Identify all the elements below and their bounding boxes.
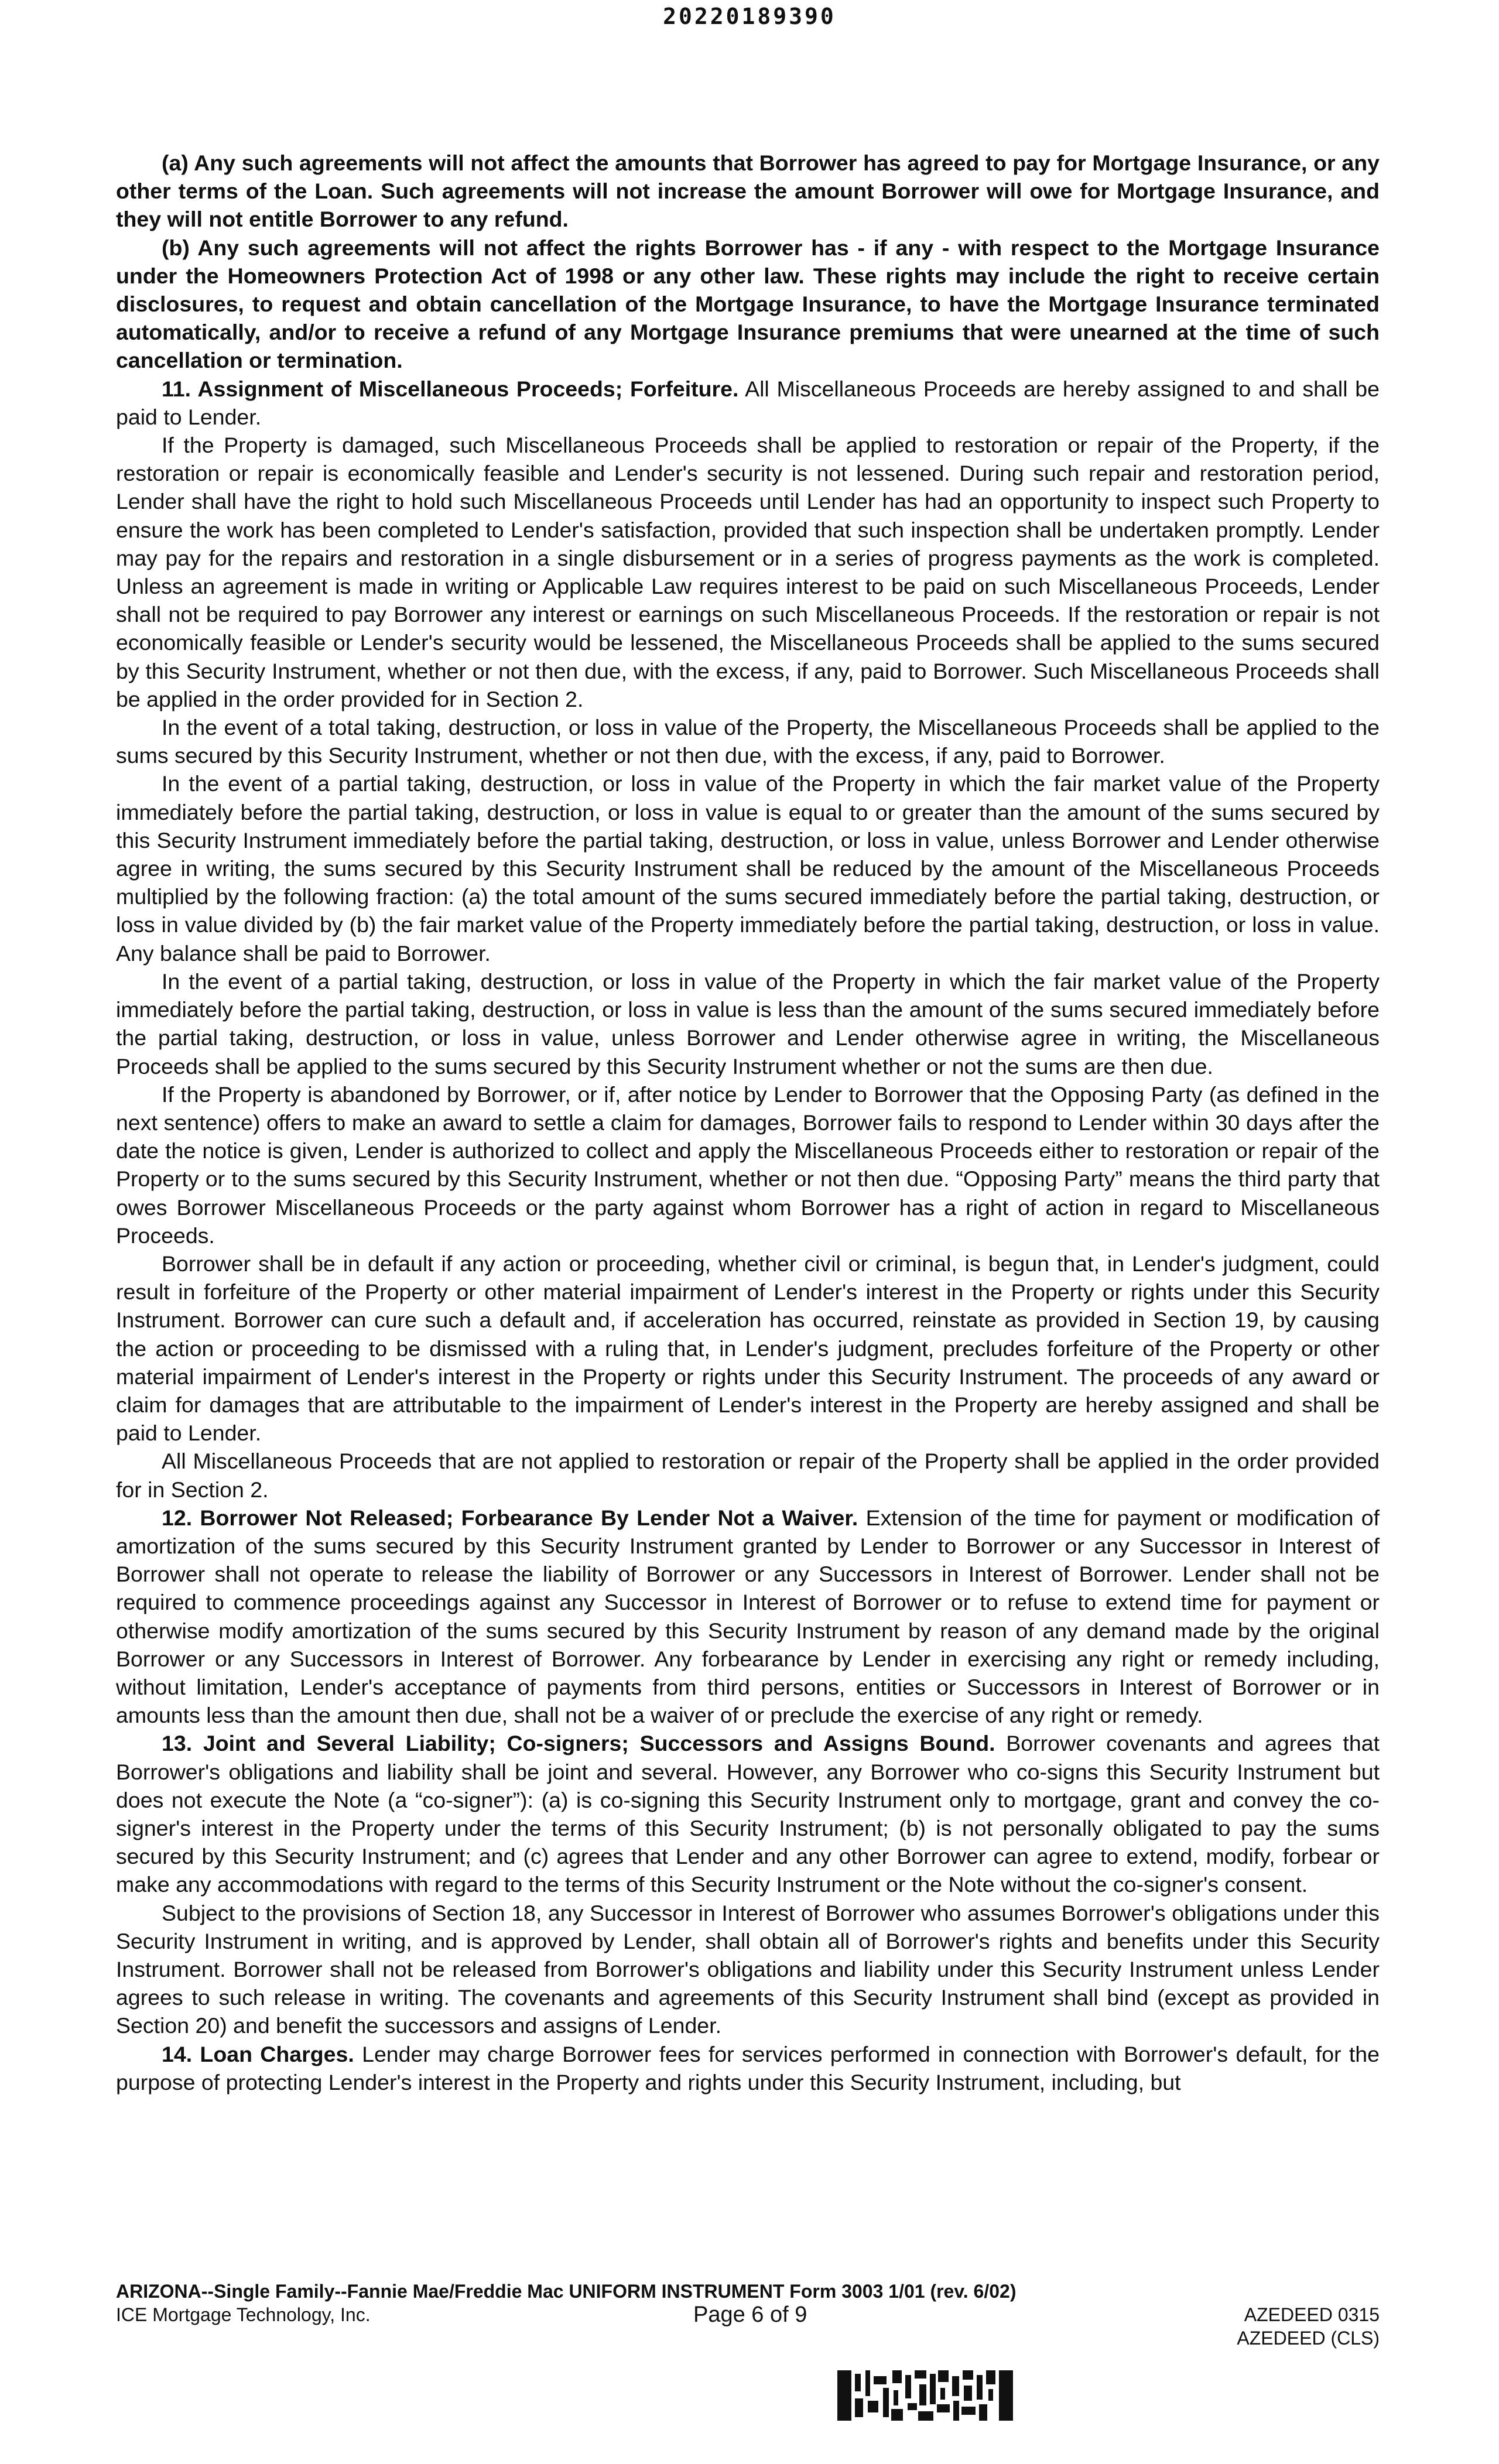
recording-number: 20220189390 [663, 4, 836, 29]
section-12-paragraph [116, 1504, 1380, 1730]
section-13-paragraph [116, 1729, 1380, 1898]
footer-row [116, 2303, 1380, 2350]
section-13-heading: 13. Joint and Several Liability; Co-signers; Successors and Assigns Bound. [162, 1731, 995, 1756]
form-identifier: ARIZONA--Single Family--Fannie Mae/Freddie Mac UNIFORM INSTRUMENT Form 3003 1/01 (rev. 6/02) [116, 2281, 1017, 2302]
section-12-heading: 12. Borrower Not Released; Forbearance By Lender Not a Waiver. [162, 1505, 858, 1530]
page-footer [116, 2280, 1380, 2350]
form-code-1: AZEDEED 0315 [1244, 2304, 1380, 2325]
form-codes [1237, 2303, 1380, 2350]
page-number: Page 6 of 9 [693, 2302, 807, 2327]
section-14-paragraph [116, 2040, 1380, 2096]
section-11-heading: 11. Assignment of Miscellaneous Proceeds; Forfeiture. [162, 376, 739, 401]
section-11-paragraph-5: In the event of a partial taking, destruction, or loss in value of the Property in which the fair market value of the Property immediately before the partial taking, destruction, or loss in value is less than the amount of the sums secured immediately before the partial taking, destruction, or loss in value, unless Borrower and Lender otherwise agree in writing, the Miscellaneous Proceeds shall be applied to the sums secured by this Security Instrument whether or not the sums are then due. [116, 969, 1380, 1079]
section-11-paragraph [116, 375, 1380, 431]
section-12-text: Extension of the time for payment or modification of amortization of the sums secured by this Security Instrument granted by Lender to Borrower or any Successor in Interest of Borrower shall not operate to release the liability of Borrower or any Successors in Interest of Borrower. Lender shall not be required to commence proceedings against any Successor in Interest of Borrower or to refuse to extend time for payment or otherwise modify amortization of the sums secured by this Security Instrument by reason of any demand made by the original Borrower or any Successors in Interest of Borrower. Any forbearance by Lender in exercising any right or remedy including, without limitation, Lender's acceptance of payments from third persons, entities or Successors in Interest of Borrower or in amounts less than the amount then due, shall not be a waiver of or preclude the exercise of any right or remedy. [116, 1505, 1380, 1728]
section-11-paragraph-4: In the event of a partial taking, destruction, or loss in value of the Property in which the fair market value of the Property immediately before the partial taking, destruction, or loss in value is equal to or greater than the amount of the sums secured by this Security Instrument immediately before the partial taking, destruction, or loss in value, unless Borrower and Lender otherwise agree in writing, the sums secured by this Security Instrument shall be reduced by the amount of the Miscellaneous Proceeds multiplied by the following fraction: (a) the total amount of the sums secured immediately before the partial taking, destruction, or loss in value divided by (b) the fair market value of the Property immediately before the partial taking, destruction, or loss in value. Any balance shall be paid to Borrower. [116, 771, 1380, 966]
section-11-paragraph-6: If the Property is abandoned by Borrower, or if, after notice by Lender to Borrower that the Opposing Party (as defined in the next sentence) offers to make an award to settle a claim for damages, Borrower fails to respond to Lender within 30 days after the date the notice is given, Lender is authorized to collect and apply the Miscellaneous Proceeds either to restoration or repair of the Property or to the sums secured by this Security Instrument, whether or not then due. “Opposing Party” means the third party that owes Borrower Miscellaneous Proceeds or the party against whom Borrower has a right of action in regard to Miscellaneous Proceeds. [116, 1082, 1380, 1248]
document-barcode-icon [837, 2370, 1013, 2421]
form-code-2: AZEDEED (CLS) [1237, 2328, 1380, 2349]
section-13-text: Borrower covenants and agrees that Borrower's obligations and liability shall be joint and several. However, any Borrower who co-signs this Security Instrument but does not execute the Note (a “co-signer”): (a) is co-signing this Security Instrument only to mortgage, grant and convey the co-signer's interest in the Property under the terms of this Security Instrument; (b) is not personally obligated to pay the sums secured by this Security Instrument; and (c) agrees that Lender and any other Borrower can agree to extend, modify, forbear or make any accommodations with regard to the terms of this Security Instrument or the Note without the co-signer's consent. [116, 1731, 1380, 1897]
section-13-paragraph-2: Subject to the provisions of Section 18, any Successor in Interest of Borrower who assumes Borrower's obligations under this Security Instrument in writing, and is approved by Lender, shall obtain all of Borrower's rights and benefits under this Security Instrument. Borrower shall not be released from Borrower's obligations and liability under this Security Instrument unless Lender agrees to such release in writing. The covenants and agreements of this Security Instrument shall bind (except as provided in Section 20) and benefit the successors and assigns of Lender. [116, 1900, 1380, 2038]
section-11-paragraph-2: If the Property is damaged, such Miscellaneous Proceeds shall be applied to restoration or repair of the Property, if the restoration or repair is economically feasible and Lender's security is not lessened. During such repair and restoration period, Lender shall have the right to hold such Miscellaneous Proceeds until Lender has had an opportunity to inspect such Property to ensure the work has been completed to Lender's satisfaction, provided that such inspection shall be undertaken promptly. Lender may pay for the repairs and restoration in a single disbursement or in a series of progress payments as the work is completed. Unless an agreement is made in writing or Applicable Law requires interest to be paid on such Miscellaneous Proceeds, Lender shall not be required to pay Borrower any interest or earnings on such Miscellaneous Proceeds. If the restoration or repair is not economically feasible or Lender's security would be lessened, the Miscellaneous Proceeds shall be applied to the sums secured by this Security Instrument, whether or not then due, with the excess, if any, paid to Borrower. Such Miscellaneous Proceeds shall be applied in the order provided for in Section 2. [116, 433, 1380, 711]
section-11-paragraph-7: Borrower shall be in default if any action or proceeding, whether civil or criminal, is begun that, in Lender's judgment, could result in forfeiture of the Property or other material impairment of Lender's interest in the Property or rights under this Security Instrument. Borrower can cure such a default and, if acceleration has occurred, reinstate as provided in Section 19, by causing the action or proceeding to be dismissed with a ruling that, in Lender's judgment, precludes forfeiture of the Property or other material impairment of Lender's interest in the Property or rights under this Security Instrument. The proceeds of any award or claim for damages that are attributable to the impairment of Lender's interest in the Property are hereby assigned and shall be paid to Lender. [116, 1251, 1380, 1446]
section-14-heading: 14. Loan Charges. [162, 2041, 354, 2066]
section-14-text: Lender may charge Borrower fees for services performed in connection with Borrower's default, for the purpose of protecting Lender's interest in the Property and rights under this Security Instrument, including, but [116, 2041, 1380, 2095]
paragraph-10a: (a) Any such agreements will not affect the amounts that Borrower has agreed to pay for Mortgage Insurance, or any other terms of the Loan. Such agreements will not increase the amount Borrower will owe for Mortgage Insurance, and they will not entitle Borrower to any refund. [116, 150, 1380, 232]
section-11-paragraph-3: In the event of a total taking, destruction, or loss in value of the Property, the Miscellaneous Proceeds shall be applied to the sums secured by this Security Instrument, whether or not then due, with the excess, if any, paid to Borrower. [116, 715, 1380, 768]
vendor-name: ICE Mortgage Technology, Inc. [116, 2304, 371, 2325]
paragraph-10b: (b) Any such agreements will not affect the rights Borrower has - if any - with respect to the Mortgage Insurance under the Homeowners Protection Act of 1998 or any other law. These rights may include the right to receive certain disclosures, to request and obtain cancellation of the Mortgage Insurance, to have the Mortgage Insurance terminated automatically, and/or to receive a refund of any Mortgage Insurance premiums that were unearned at the time of such cancellation or termination. [116, 235, 1380, 373]
section-11-paragraph-8: All Miscellaneous Proceeds that are not applied to restoration or repair of the Property shall be applied in the order provided for in Section 2. [116, 1449, 1380, 1502]
document-body [116, 149, 1380, 2096]
section-11-text: All Miscellaneous Proceeds are hereby assigned to and shall be paid to Lender. [116, 376, 1380, 429]
